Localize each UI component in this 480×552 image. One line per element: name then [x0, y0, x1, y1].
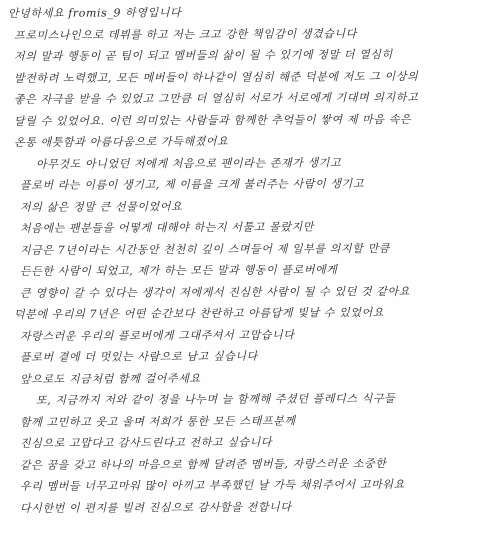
letter-line: 든든한 사람이 되었고, 제가 하는 모든 말과 행동이 플로버에게: [19, 263, 338, 278]
letter-line: 저의 말과 행동이 곧 팀이 되고 멤버들의 삶이 될 수 있기에 정말 더 열심히: [13, 47, 393, 63]
letter-line: 큰 영향이 갈 수 있다는 생각이 저에게서 진심한 사람이 될 수 있던 것 같아요: [19, 284, 411, 300]
letter-line: 온통 애틋함과 아름다움으로 가득해졌어요: [13, 134, 229, 149]
letter-line: 프로미스나인으로 데뷔를 하고 저는 크고 강한 책임감이 생겼습니다: [13, 26, 358, 42]
letter-line: 아무것도 아니었던 저에게 처음으로 팬이라는 존재가 생기고: [35, 155, 342, 171]
letter-line: 좋은 자극을 받을 수 있었고 그만큼 더 열심히 서로가 서로에게 기대며 의지하고: [13, 90, 419, 106]
letter-line: 진심으로 고맙다고 감사드린다고 전하고 싶습니다: [19, 435, 273, 450]
letter-line: 앞으로도 지금처럼 함께 걸어주세요: [19, 371, 201, 386]
letter-line: 플로버 라는 이름이 생기고, 제 이름을 크게 불러주는 사람이 생기고: [19, 177, 365, 192]
letter-line: 우리 멤버들 너무고마워 많이 아끼고 부족했던 날 가득 채워주어서 고마워요: [19, 477, 405, 493]
letter-line: 다시한번 이 편지를 빌려 진심으로 감사함을 전합니다: [19, 500, 292, 515]
letter-line: 처음에는 팬분들을 어떻게 대해야 하는지 서툴고 몰랐지만: [19, 220, 315, 235]
letter-line: 덕분에 우리의 7년은 어떤 순간보다 찬란하고 아름답게 빛날 수 있었어요: [13, 306, 385, 321]
letter-line: 발전하려 노력했고, 모든 메버들이 하나같이 열심히 해준 덕분에 저도 그 이상의: [13, 69, 419, 85]
letter-line: 지금은 7년이라는 시간동안 천천히 깊이 스며들어 제 일부를 의지할 만큼: [19, 241, 391, 257]
letter-line: 달릴 수 있었어요. 이런 의미있는 사람들과 함께한 추억들이 쌓여 제 마음 속은: [13, 112, 412, 128]
letter-line: 안녕하세요 fromis_9 하영입니다: [7, 6, 182, 20]
letter-line: 자랑스러운 우리의 플로버에게 그대주셔서 고맙습니다: [19, 327, 295, 343]
letter-line: 함께 고민하고 웃고 울며 저희가 통한 모든 스태프분께: [19, 413, 296, 429]
letter-line: 플로버 곁에 더 멋있는 사람으로 남고 싶습니다: [19, 349, 258, 364]
letter-line: 같은 꿈을 갖고 하나의 마음으로 함께 달려준 멤버들, 자랑스러운 소중한: [19, 456, 387, 472]
letter-line: 또, 지금까지 저와 같이 정을 나누며 늘 함께해 주셨던 플레디스 식구들: [35, 391, 396, 407]
letter-line: 저의 삶은 정말 큰 선물이었어요: [19, 199, 183, 214]
